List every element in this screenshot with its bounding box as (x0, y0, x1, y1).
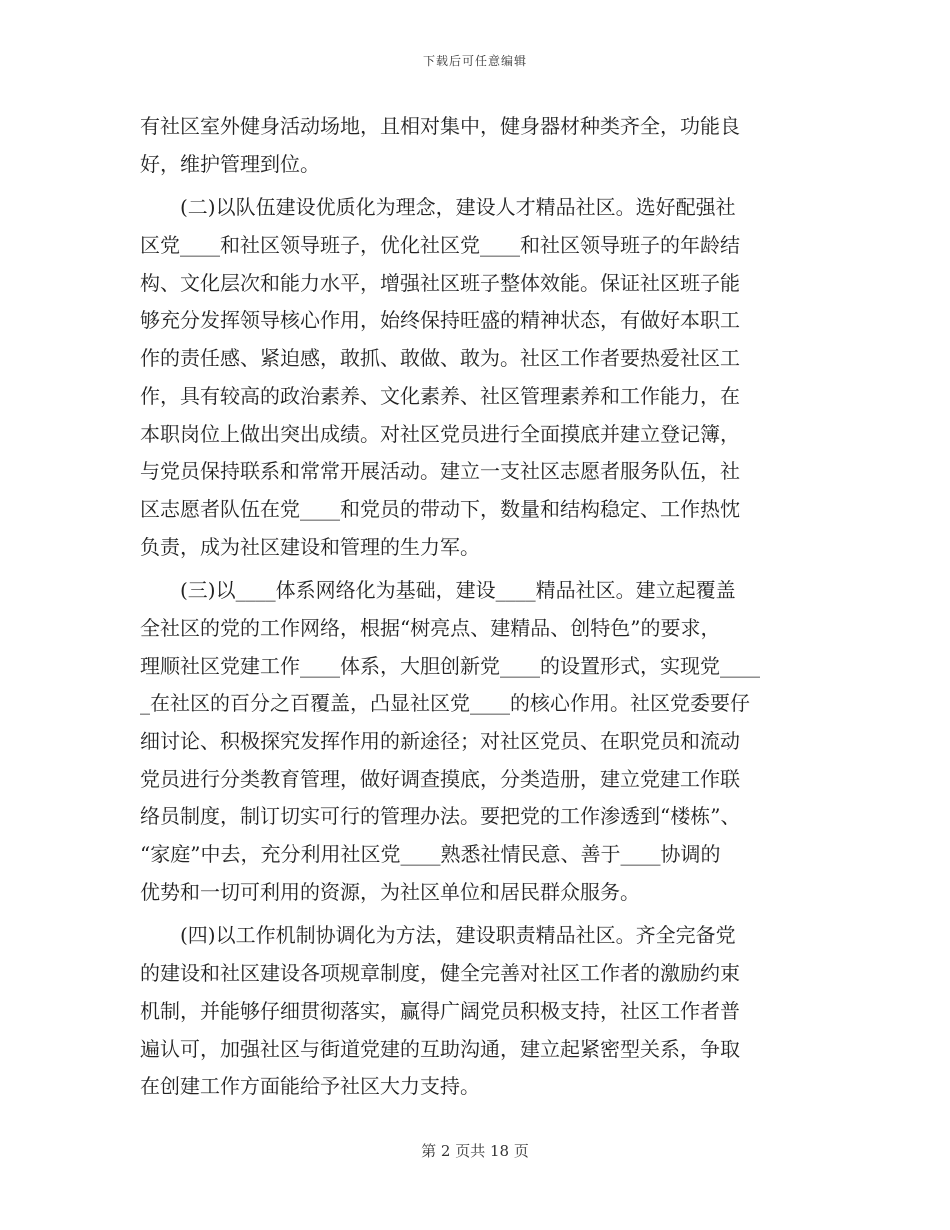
text-line: 负责，成为社区建设和管理的生力军。 (140, 534, 480, 559)
text-line: _在社区的百分之百覆盖，凸显社区党____的核心作用。社区党委要仔 (140, 691, 750, 716)
paragraph (140, 572, 810, 911)
text-line: (三)以____体系网络化为基础，建设____精品社区。建立起覆盖 (180, 578, 736, 603)
text-line: 区志愿者队伍在党____和党员的带动下，数量和结构稳定、工作热忱 (140, 496, 740, 521)
text-line: 络员制度，制订切实可行的管理办法。要把党的工作渗透到“楼栋”、 (140, 804, 741, 829)
text-line: 的建设和社区建设各项规章制度，健全完善对社区工作者的激励约束 (140, 961, 740, 986)
text-line: 机制，并能够仔细贯彻落实，赢得广阔党员积极支持，社区工作者普 (140, 998, 740, 1023)
paragraph (140, 917, 810, 1105)
text-line: 够充分发挥领导核心作用，始终保持旺盛的精神状态，有做好本职工 (140, 308, 740, 333)
text-line: (二)以队伍建设优质化为理念，建设人才精品社区。选好配强社 (180, 195, 736, 220)
text-line: 与党员保持联系和常常开展活动。建立一支社区志愿者服务队伍，社 (140, 459, 740, 484)
text-line: 好，维护管理到位。 (140, 151, 320, 176)
text-line: 作的责任感、紧迫感，敢抓、敢做、敢为。社区工作者要热爱社区工 (140, 346, 740, 371)
document-body (140, 108, 810, 1106)
text-line: 全社区的党的工作网络，根据“树亮点、建精品、创特色”的要求， (140, 615, 721, 640)
text-line: 优势和一切可利用的资源，为社区单位和居民群众服务。 (140, 879, 640, 904)
text-line: 有社区室外健身活动场地，且相对集中，健身器材种类齐全，功能良 (140, 114, 740, 138)
page-header: 下载后可任意编辑 (422, 54, 527, 68)
text-line: (四)以工作机制协调化为方法，建设职责精品社区。齐全完备党 (180, 923, 736, 948)
text-line: 细讨论、积极探究发挥作用的新途径；对社区党员、在职党员和流动 (140, 729, 740, 753)
text-line: 遍认可，加强社区与街道党建的互助沟通，建立起紧密型关系，争取 (140, 1036, 740, 1061)
text-line: 构、文化层次和能力水平，增强社区班子整体效能。保证社区班子能 (140, 270, 740, 295)
text-line: 理顺社区党建工作____体系，大胆创新党____的设置形式，实现党____ (140, 653, 760, 678)
text-line: 党员进行分类教育管理，做好调查摸底，分类造册，建立党建工作联 (140, 766, 740, 791)
text-line: 在创建工作方面能给予社区大力支持。 (140, 1074, 480, 1099)
text-line: 区党____和社区领导班子，优化社区党____和社区领导班子的年龄结 (140, 233, 740, 258)
text-line: “家庭”中去，充分利用社区党____熟悉社情民意、善于____协调的 (140, 842, 721, 867)
text-line: 作，具有较高的政治素养、文化素养、社区管理素养和工作能力，在 (140, 383, 740, 408)
page-number: 第 2 页共 18 页 (421, 1142, 529, 1160)
text-line: 本职岗位上做出突出成绩。对社区党员进行全面摸底并建立登记簿， (140, 421, 740, 446)
paragraph (140, 108, 810, 183)
paragraph (140, 189, 810, 566)
